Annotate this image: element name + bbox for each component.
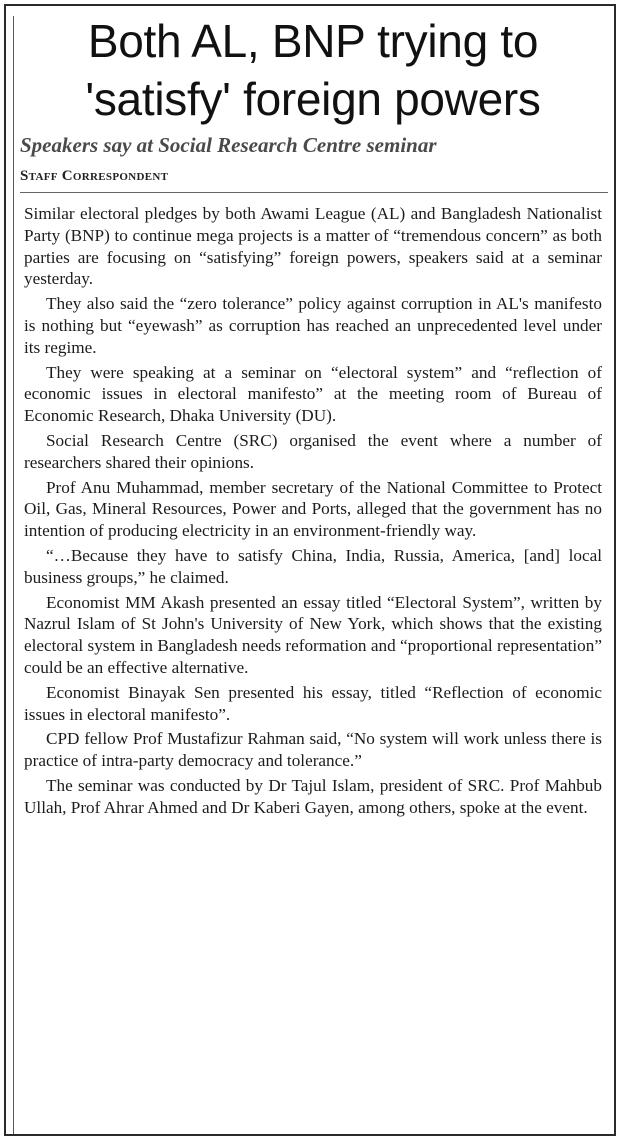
paragraph: They also said the “zero tolerance” policy against corruption in AL's manifesto is nothing but “eyewash” as corruption has reached an unprecedented level under its regime. xyxy=(24,294,602,357)
paragraph: The seminar was conducted by Dr Tajul Islam, president of SRC. Prof Mahbub Ullah, Prof Ahrar Ahmed and Dr Kaberi Gayen, among others, spoke at the event. xyxy=(24,775,602,817)
paragraph: They were speaking at a seminar on “electoral system” and “reflection of economic issues in electoral manifesto” at the meeting room of Bureau of Economic Research, Dhaka University (DU). xyxy=(24,362,602,426)
paragraph: Social Research Centre (SRC) organised the event where a number of researchers shared their opinions. xyxy=(24,430,602,472)
subheadline: Speakers say at Social Research Centre seminar xyxy=(20,133,437,157)
byline: Staff Correspondent xyxy=(20,168,169,184)
paragraph: “…Because they have to satisfy China, India, Russia, America, [and] local business groups,” he claimed. xyxy=(24,545,602,587)
article-body xyxy=(6,193,614,819)
paragraph: Economist Binayak Sen presented his essay, titled “Reflection of economic issues in electoral manifesto”. xyxy=(24,682,602,724)
column-rule xyxy=(13,16,14,1134)
paragraph: Prof Anu Muhammad, member secretary of the National Committee to Protect Oil, Gas, Mineral Resources, Power and Ports, alleged that the government has no intention of producing electricity in an environment-friendly way. xyxy=(24,477,602,541)
paragraph: Similar electoral pledges by both Awami League (AL) and Bangladesh Nationalist Party (BNP) to continue mega projects is a matter of “tremendous concern” as both parties are focusing on “satisfying” foreign powers, speakers said at a seminar yesterday. xyxy=(24,204,602,289)
paragraph: Economist MM Akash presented an essay titled “Electoral System”, written by Nazrul Islam of St John's University of New York, which shows that the existing electoral system in Bangladesh needs reformation and “proportional representation” could be an effective alternative. xyxy=(24,592,602,677)
paragraph: CPD fellow Prof Mustafizur Rahman said, “No system will work unless there is practice of intra-party democracy and tolerance.” xyxy=(24,729,602,771)
article-clipping xyxy=(4,4,616,1136)
headline: Both AL, BNP trying to 'satisfy' foreign powers xyxy=(85,15,541,125)
